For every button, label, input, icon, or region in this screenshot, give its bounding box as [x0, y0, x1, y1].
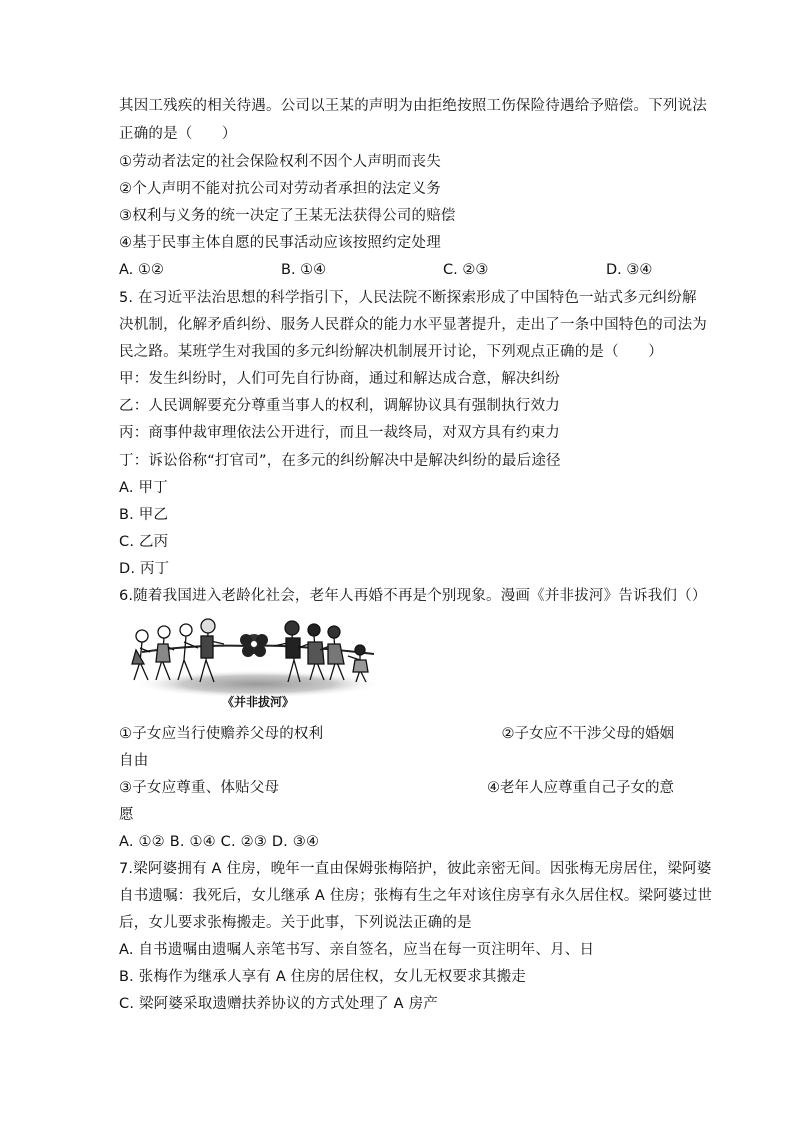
- q7-option-a[interactable]: A. 自书遗嘱由遗嘱人亲笔书写、亲自签名，应当在每一页注明年、月、日: [119, 942, 595, 958]
- q6-item-4-wrap: 愿: [119, 807, 134, 823]
- q7-stem-line-2: 自书遗嘱：我死后，女儿继承 A 住房；张梅有生之年对该住房享有永久居住权。梁阿婆过世: [119, 888, 713, 904]
- q7-option-b[interactable]: B. 张梅作为继承人享有 A 住房的居住权，女儿无权要求其搬走: [119, 969, 527, 985]
- q6-item-2: ②子女应不干涉父母的婚姻: [501, 726, 674, 742]
- q7-option-c[interactable]: C. 梁阿婆采取遗赠扶养协议的方式处理了 A 房产: [119, 996, 438, 1012]
- q4-option-b[interactable]: B. ①④: [281, 262, 327, 278]
- q6-item-2-wrap: 自由: [119, 753, 149, 769]
- q5-stem-line-2: 决机制，化解矛盾纠纷、服务人民群众的能力水平显著提升，走出了一条中国特色的司法为: [119, 317, 707, 333]
- q5-stem-line-1: 5. 在习近平法治思想的科学指引下，人民法院不断探索形成了中国特色一站式多元纠纷解: [119, 290, 697, 306]
- q5-item-ding: 丁：诉讼俗称“打官司”，在多元的纠纷解决中是解决纠纷的最后途径: [119, 453, 561, 469]
- q4-item-1: ①劳动者法定的社会保险权利不因个人声明而丧失: [119, 154, 441, 170]
- q7-stem-line-1: 7.梁阿婆拥有 A 住房，晚年一直由保姆张梅陪护，彼此亲密无间。因张梅无房居住，梁阿婆: [119, 861, 712, 877]
- q5-item-yi: 乙：人民调解要充分尊重当事人的权利，调解协议具有强制执行效力: [119, 398, 560, 414]
- q5-option-b[interactable]: B. 甲乙: [119, 507, 169, 523]
- q5-option-d[interactable]: D. 丙丁: [119, 561, 170, 577]
- q4-options: [119, 260, 679, 280]
- q4-stem-line-2: 正确的是（ ）: [119, 126, 237, 142]
- q6-item-4: ④老年人应尊重自己子女的意: [487, 780, 674, 796]
- q5-stem-line-3: 民之路。某班学生对我国的多元纠纷解决机制展开讨论，下列观点正确的是（ ）: [119, 344, 663, 360]
- q6-item-3: ③子女应尊重、体贴父母: [119, 780, 280, 796]
- q5-option-c[interactable]: C. 乙丙: [119, 534, 169, 550]
- q7-stem-line-3: 后，女儿要求张梅搬走。关于此事，下列说法正确的是: [119, 915, 472, 931]
- cartoon-caption: 《并非拔河》: [222, 695, 295, 709]
- q4-option-a[interactable]: A. ①②: [119, 262, 164, 278]
- q6-options[interactable]: A. ①② B. ①④ C. ②③ D. ③④: [119, 834, 320, 850]
- q4-option-d[interactable]: D. ③④: [606, 262, 653, 278]
- q6-item-1: ①子女应当行使赡养父母的权利: [119, 726, 324, 742]
- q4-item-2: ②个人声明不能对抗公司对劳动者承担的法定义务: [119, 181, 441, 197]
- q4-option-c[interactable]: C. ②③: [443, 262, 489, 278]
- q5-item-jia: 甲：发生纠纷时，人们可先自行协商，通过和解达成合意，解决纠纷: [119, 371, 560, 387]
- q4-item-3: ③权利与义务的统一决定了王某无法获得公司的赔偿: [119, 208, 456, 224]
- q4-item-4: ④基于民事主体自愿的民事活动应该按照约定处理: [119, 235, 441, 251]
- q5-option-a[interactable]: A. 甲丁: [119, 480, 168, 496]
- q6-stem: 6.随着我国进入老龄化社会，老年人再婚不再是个别现象。漫画《并非拔河》告诉我们（）: [119, 588, 707, 604]
- q5-item-bing: 丙：商事仲裁审理依法公开进行，而且一裁终局，对双方具有约束力: [119, 425, 560, 441]
- q4-stem-line-1: 其因工残疾的相关待遇。公司以王某的声明为由拒绝按照工伤保险待遇给予赔偿。下列说法: [119, 98, 707, 114]
